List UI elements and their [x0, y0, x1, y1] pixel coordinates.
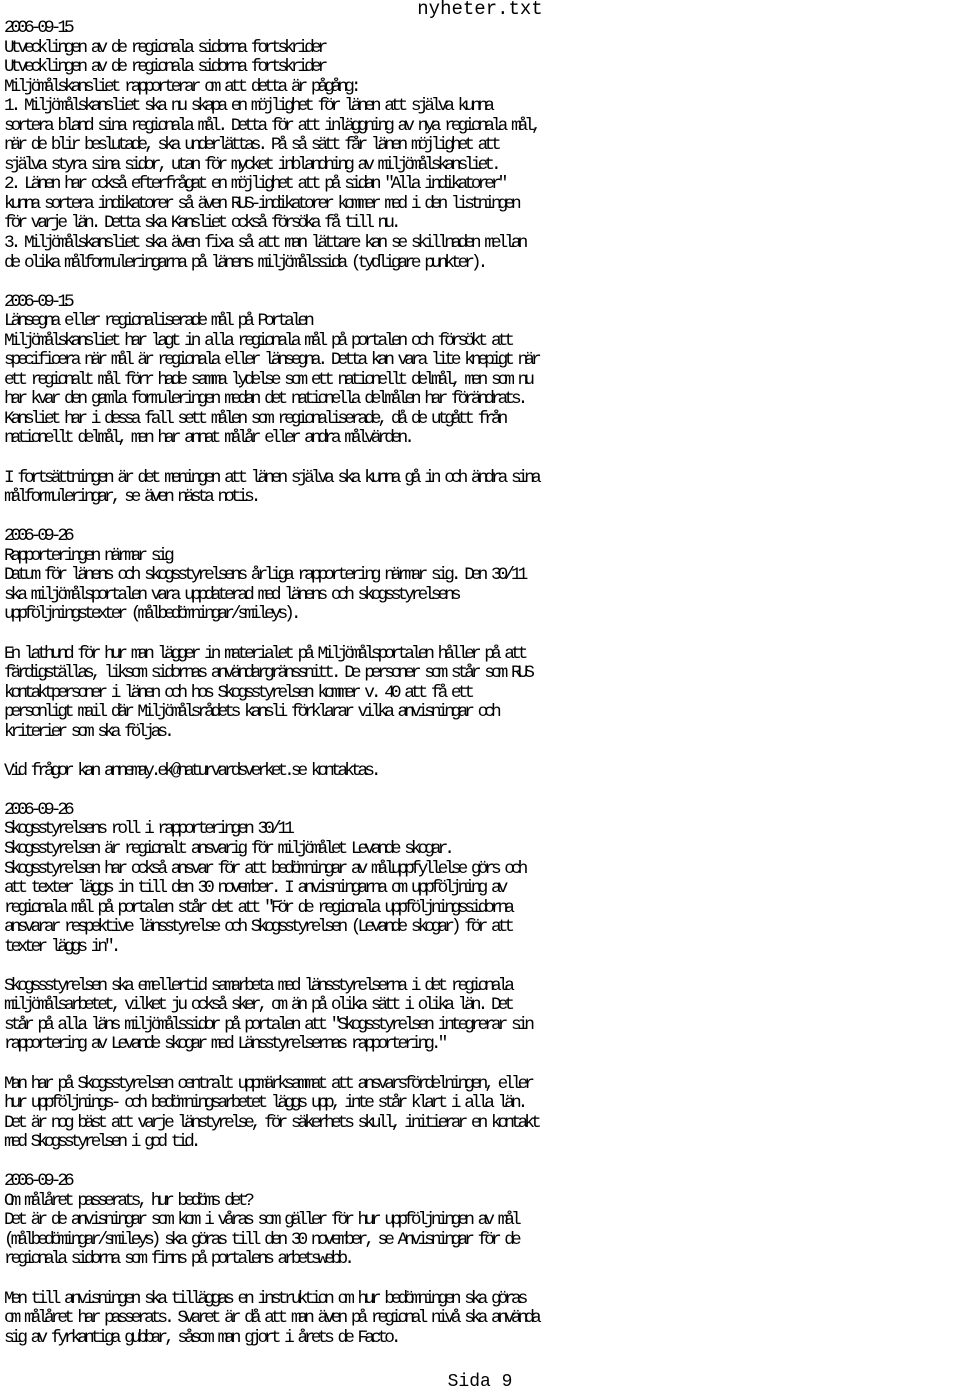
text-line: Skogssstyrelsen ska emellertid samarbeta med länsstyrelserna i det regionala: [4, 975, 511, 996]
text-line: miljömålsarbetet, vilket ju också sker, om än på olika sätt i olika län. Det: [4, 995, 511, 1016]
text-line: har kvar den gamla formuleringen medan det nationella delmålen har förändrats.: [4, 389, 525, 410]
text-line: 2006-09-26: [4, 799, 71, 820]
blank-line: [4, 1055, 960, 1075]
text-line: Kansliet har i dessa fall sett målen som regionaliserade, då de utgått från: [4, 408, 505, 429]
text-line: Man har på Skogsstyrelsen centralt uppmärksammat att ansvarsfördelningen, eller: [4, 1073, 531, 1094]
page-header-filename: nyheter.txt: [417, 0, 543, 20]
blank-line: [4, 781, 960, 801]
text-line: ansvarar respektive länsstyrelse och Skogsstyrelsen (Levande skogar) för att: [4, 917, 511, 938]
text-line: texter läggs in".: [4, 936, 118, 957]
text-line: om målåret har passerats. Svaret är då att man även på regional nivå ska använda: [4, 1308, 538, 1329]
text-line: Utvecklingen av de regionala sidorna fortskrider: [4, 57, 325, 78]
blank-line: [4, 1270, 960, 1290]
text-line: I fortsättningen är det meningen att länen själva ska kunna gå in och ändra sina: [4, 467, 538, 488]
text-line: Miljömålskansliet har lagt in alla regionala mål på portalen och försökt att: [4, 330, 511, 351]
text-line: kriterier som ska följas.: [4, 721, 171, 742]
text-line: Miljömålskansliet rapporterar om att detta är pågång:: [4, 76, 358, 97]
text-line: 2006-09-15: [4, 18, 71, 38]
text-line: 1. Miljömålskansliet ska nu skapa en möjlighet för länen att själva kunna: [4, 96, 491, 117]
text-line: Skogsstyrelsen har också ansvar för att bedömningar av måluppfyllelse görs och: [4, 858, 525, 879]
text-line: när de blir beslutade, ska underlättas. På så sätt får länen möjlighet att: [4, 135, 498, 156]
text-line: ett regionalt mål förr hade samma lydelse som ett nationellt delmål, men som nu: [4, 369, 531, 390]
page-number: Sida 9: [447, 1372, 513, 1392]
text-line: färdigställas, liksom sidornas användargränssnitt. De personer som står som RUS: [4, 663, 531, 684]
text-line: Utvecklingen av de regionala sidorna fortskrider: [4, 37, 325, 58]
text-line: Rapporteringen närmar sig: [4, 545, 171, 566]
text-line: (målbedömingar/smileys) ska göras till den 30 november, se Anvisningar för de: [4, 1229, 518, 1250]
text-line: Länsegna eller regionaliserade mål på Portalen: [4, 311, 311, 332]
text-line: hur uppföljnings- och bedömningsarbetet läggs upp, inte står klart i alla län.: [4, 1093, 525, 1114]
blank-line: [4, 449, 960, 469]
text-line: Datum för länens och skogsstyrelsens årliga rapportering närmar sig. Den 30/11: [4, 565, 525, 586]
text-line: Det är de anvisningar som kom i våras som gäller för hur uppföljningen av mål: [4, 1210, 518, 1231]
text-line: ska miljömålsportalen vara uppdaterad med länens och skogsstyrelsens: [4, 584, 458, 605]
text-line: Men till anvisningen ska tilläggas en instruktion om hur bedömningen ska göras: [4, 1288, 525, 1309]
text-line: Vid frågor kan annemay.ek@naturvardsverket.se kontaktas.: [4, 760, 378, 781]
text-line: kunna sortera indikatorer så även RUS-indikatorer kommer med i den listningen: [4, 193, 518, 214]
text-line: sortera bland sina regionala mål. Detta för att inläggning av nya regionala mål,: [4, 115, 538, 136]
text-line: 3. Miljömålskansliet ska även fixa så att man lättare kan se skillnaden mellan: [4, 233, 525, 254]
text-line: att texter läggs in till den 30 november. I anvisningarna om uppföljning av: [4, 878, 505, 899]
text-line: regionala mål på portalen står det att "För de regionala uppföljningssidorna: [4, 897, 511, 918]
text-line: kontaktpersoner i länen och hos Skogsstyrelsen kommer v. 40 att få ett: [4, 682, 471, 703]
text-line: Skogsstyrelsens roll i rapporteringen 30/11: [4, 819, 291, 840]
text-line: målformuleringar, se även nästa notis.: [4, 487, 258, 508]
text-line: 2006-09-26: [4, 526, 71, 547]
blank-line: [4, 1153, 960, 1173]
text-line: Det är nog bäst att varje länstyrelse, för säkerhets skull, initierar en kontakt: [4, 1112, 538, 1133]
document-body: [4, 19, 960, 1348]
blank-line: [4, 508, 960, 528]
blank-line: [4, 625, 960, 645]
text-line: 2006-09-15: [4, 291, 71, 312]
text-line: personligt mail där Miljömålsrådets kansli förklarar vilka anvisningar och: [4, 702, 498, 723]
text-line: för varje län. Detta ska Kansliet också försöka få till nu.: [4, 213, 398, 234]
text-line: själva styra sina sidor, utan för mycket inblandning av miljömålskansliet.: [4, 154, 498, 175]
text-line: med Skogsstyrelsen i god tid.: [4, 1132, 198, 1153]
text-line: regionala sidorna som finns på portalens arbetswebb.: [4, 1249, 351, 1270]
blank-line: [4, 957, 960, 977]
text-line: sig av fyrkantiga gubbar, såsom man gjort i årets de Facto.: [4, 1327, 398, 1348]
blank-line: [4, 273, 960, 293]
text-line: nationellt delmål, men har annat målår eller andra målvärden.: [4, 428, 411, 449]
text-line: står på alla läns miljömålssidor på portalen att "Skogsstyrelsen integrerar sin: [4, 1014, 531, 1035]
text-line: uppföljningstexter (målbedömningar/smileys).: [4, 604, 298, 625]
text-line: Skogsstyrelsen är regionalt ansvarig för miljömålet Levande skogar.: [4, 838, 451, 859]
text-line: En lathund för hur man lägger in materialet på Miljömålsportalen håller på att: [4, 643, 525, 664]
text-line: rapportering av Levande skogar med Länsstyrelsernas rapportering.": [4, 1034, 445, 1055]
text-line: de olika målformuleringarna på länens miljömålssida (tydligare punkter).: [4, 252, 485, 273]
text-line: Om målåret passerats, hur bedöms det?: [4, 1190, 251, 1211]
text-line: 2. Länen har också efterfrågat en möjlighet att på sidan "Alla indikatorer": [4, 174, 505, 195]
blank-line: [4, 742, 960, 762]
text-line: specificera när mål är regionala eller länsegna. Detta kan vara lite knepigt när: [4, 350, 538, 371]
text-line: 2006-09-26: [4, 1171, 71, 1192]
